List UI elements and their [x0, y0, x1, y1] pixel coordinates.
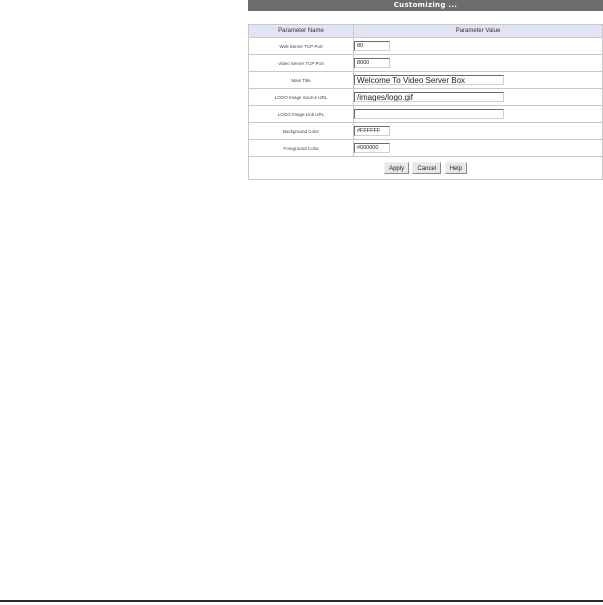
- main-title-input[interactable]: Welcome To Video Server Box: [354, 75, 504, 85]
- main-title-cell: [354, 72, 603, 89]
- logo-source-input[interactable]: /images/logo.gif: [354, 92, 504, 102]
- column-header-value: Parameter Value: [354, 25, 603, 38]
- main-title-label: Main Title: [249, 72, 354, 89]
- panel-title: Customizing ...: [248, 0, 603, 11]
- apply-button[interactable]: Apply: [384, 162, 409, 174]
- logo-link-label: LOGO Image Link URL: [249, 106, 354, 123]
- video-port-input[interactable]: 8000: [354, 58, 390, 68]
- video-port-cell: [354, 55, 603, 72]
- foreground-color-label: Foreground Color: [249, 140, 354, 157]
- parameters-table: [248, 24, 603, 180]
- table-header-row: [249, 25, 603, 38]
- bottom-divider: [0, 600, 603, 602]
- web-port-cell: [354, 38, 603, 55]
- logo-link-cell: [354, 106, 603, 123]
- video-port-label: Video Server TCP Port: [249, 55, 354, 72]
- actions-cell: [249, 157, 603, 180]
- cancel-button[interactable]: Cancel: [412, 162, 441, 174]
- logo-source-label: LOGO Image Source URL: [249, 89, 354, 106]
- table-row: [249, 55, 603, 72]
- table-row: [249, 140, 603, 157]
- customizing-panel: [248, 0, 603, 180]
- web-port-input[interactable]: 80: [354, 41, 390, 51]
- background-color-cell: [354, 123, 603, 140]
- actions-row: [249, 157, 603, 180]
- foreground-color-input[interactable]: #000000: [354, 143, 390, 153]
- column-header-name: Parameter Name: [249, 25, 354, 38]
- logo-source-cell: [354, 89, 603, 106]
- table-row: [249, 38, 603, 55]
- background-color-label: Background Color: [249, 123, 354, 140]
- logo-link-input[interactable]: [354, 109, 504, 119]
- table-row: [249, 123, 603, 140]
- table-row: [249, 72, 603, 89]
- help-button[interactable]: Help: [445, 162, 467, 174]
- spacer: [248, 11, 603, 24]
- table-row: [249, 89, 603, 106]
- foreground-color-cell: [354, 140, 603, 157]
- table-row: [249, 106, 603, 123]
- background-color-input[interactable]: #FFFFFF: [354, 126, 390, 136]
- web-port-label: Web Server TCP Port: [249, 38, 354, 55]
